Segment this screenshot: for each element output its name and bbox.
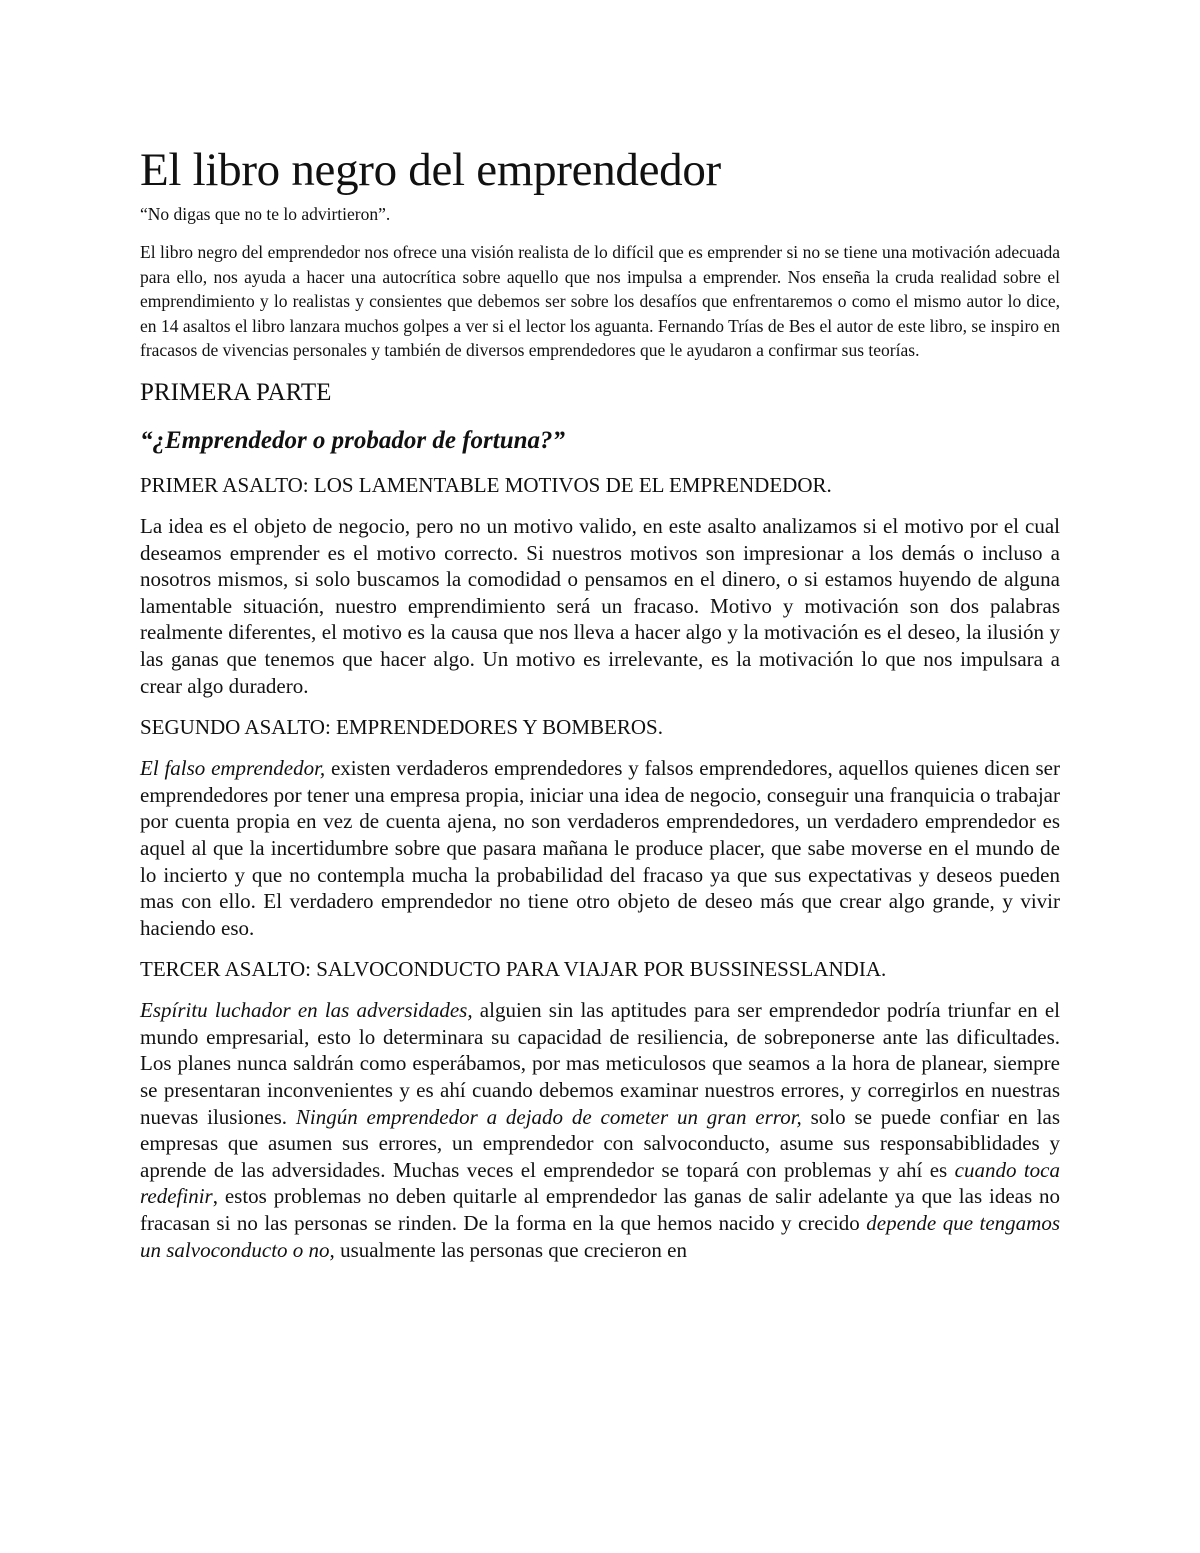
intro-paragraph: El libro negro del emprendedor nos ofrece una visión realista de lo difícil que es emprender si no se tiene una motivación adecuada para ello, nos ayuda a hacer una autocrítica sobre aquello que nos impulsa a emprender. Nos enseña la cruda realidad sobre el emprendimiento y lo realistas y consientes que debemos ser sobre los desafíos que enfrentaremos o como el mismo autor lo dice, en 14 asaltos el libro lanzara muchos golpes a ver si el lector los aguanta. Fernando Trías de Bes el autor de este libro, se inspiro en fracasos de vivencias personales y también de diversos emprendedores que le ayudaron a confirmar sus teorías. — [140, 242, 1060, 361]
document-subtitle: “No digas que no te lo advirtieron”. — [140, 204, 391, 224]
part-heading: PRIMERA PARTE — [140, 378, 332, 406]
part-title: “¿Emprendedor o probador de fortuna?” — [140, 426, 566, 454]
emphasis-text: depende que tengamos un salvoconducto o no, — [140, 1211, 1060, 1262]
paragraph-text: usualmente las personas que crecieron en — [334, 1237, 688, 1262]
paragraph-text: existen verdaderos emprendedores y falsos emprendedores, aquellos quienes dicen ser emprendedores por tener una empresa propia, iniciar una idea de negocio, conseguir una franquicia o trabajar por cuenta propia en vez de cuenta ajena, no son verdaderos emprendedores, un verdadero emprendedor es aquel al que la incertidumbre sobre que pasara mañana le produce placer, que sabe moverse en el mundo de lo incierto y que no contempla mucha la probabilidad del fracaso ya que sus expectativas y deseos pueden mas con ello. El verdadero emprendedor no tiene otro objeto de deseo más que crear algo grande, y vivir haciendo eso. — [140, 756, 1060, 940]
emphasis-text: cuando toca redefinir — [140, 1157, 1060, 1209]
document-title: El libro negro del emprendedor — [140, 144, 721, 196]
emphasis-text: El falso emprendedor, — [140, 756, 326, 781]
emphasis-text: Ningún emprendedor a dejado de cometer un gran error, — [295, 1104, 802, 1129]
section-paragraph-2 — [140, 755, 1060, 941]
section-paragraph-1: La idea es el objeto de negocio, pero no un motivo valido, en este asalto analizamos si el motivo por el cual deseamos emprender es el motivo correcto. Si nuestros motivos son impresionar a los demás o incluso a nosotros mismos, si solo buscamos la comodidad o pensamos en el dinero, o si estamos huyendo de alguna lamentable situación, nuestro emprendimiento será un fracaso. Motivo y motivación son dos palabras realmente diferentes, el motivo es la causa que nos lleva a hacer algo y la motivación es el deseo, la ilusión y las ganas que tenemos que hacer algo. Un motivo es irrelevante, es la motivación lo que nos impulsara a crear algo duradero. — [140, 513, 1060, 698]
paragraph-text: , estos problemas no deben quitarle al emprendedor las ganas de salir adelante ya que las ideas no fracasan si no las personas se rinden. De la forma en la que hemos nacido y crecido — [140, 1184, 1060, 1236]
section-paragraph-3 — [140, 997, 1060, 1263]
emphasis-text: Espíritu luchador en las adversidades, — [140, 998, 473, 1023]
paragraph-text: alguien sin las aptitudes para ser emprendedor podría triunfar en el mundo empresarial, esto lo determinara su capacidad de resiliencia, de sobreponerse ante las dificultades. Los planes nunca saldrán como esperábamos, por mas meticulosos que seamos a la hora de planear, siempre se presentaran inconvenientes y es ahí cuando debemos examinar nuestros errores, y corregirlos en nuestras nuevas ilusiones. — [140, 998, 1060, 1129]
section-heading-3: TERCER ASALTO: SALVOCONDUCTO PARA VIAJAR POR BUSSINESSLANDIA. — [140, 957, 887, 982]
paragraph-text: solo se puede confiar en las empresas que asumen sus errores, un emprendedor con salvoconducto, asume sus responsabiblidades y aprende de las adversidades. Muchas veces el emprendedor se topará con problemas y ahí es — [140, 1104, 1060, 1182]
section-heading-1: PRIMER ASALTO: LOS LAMENTABLE MOTIVOS DE EL EMPRENDEDOR. — [140, 472, 832, 497]
document-page — [140, 140, 1060, 1277]
section-heading-2: SEGUNDO ASALTO: EMPRENDEDORES Y BOMBEROS. — [140, 715, 663, 740]
